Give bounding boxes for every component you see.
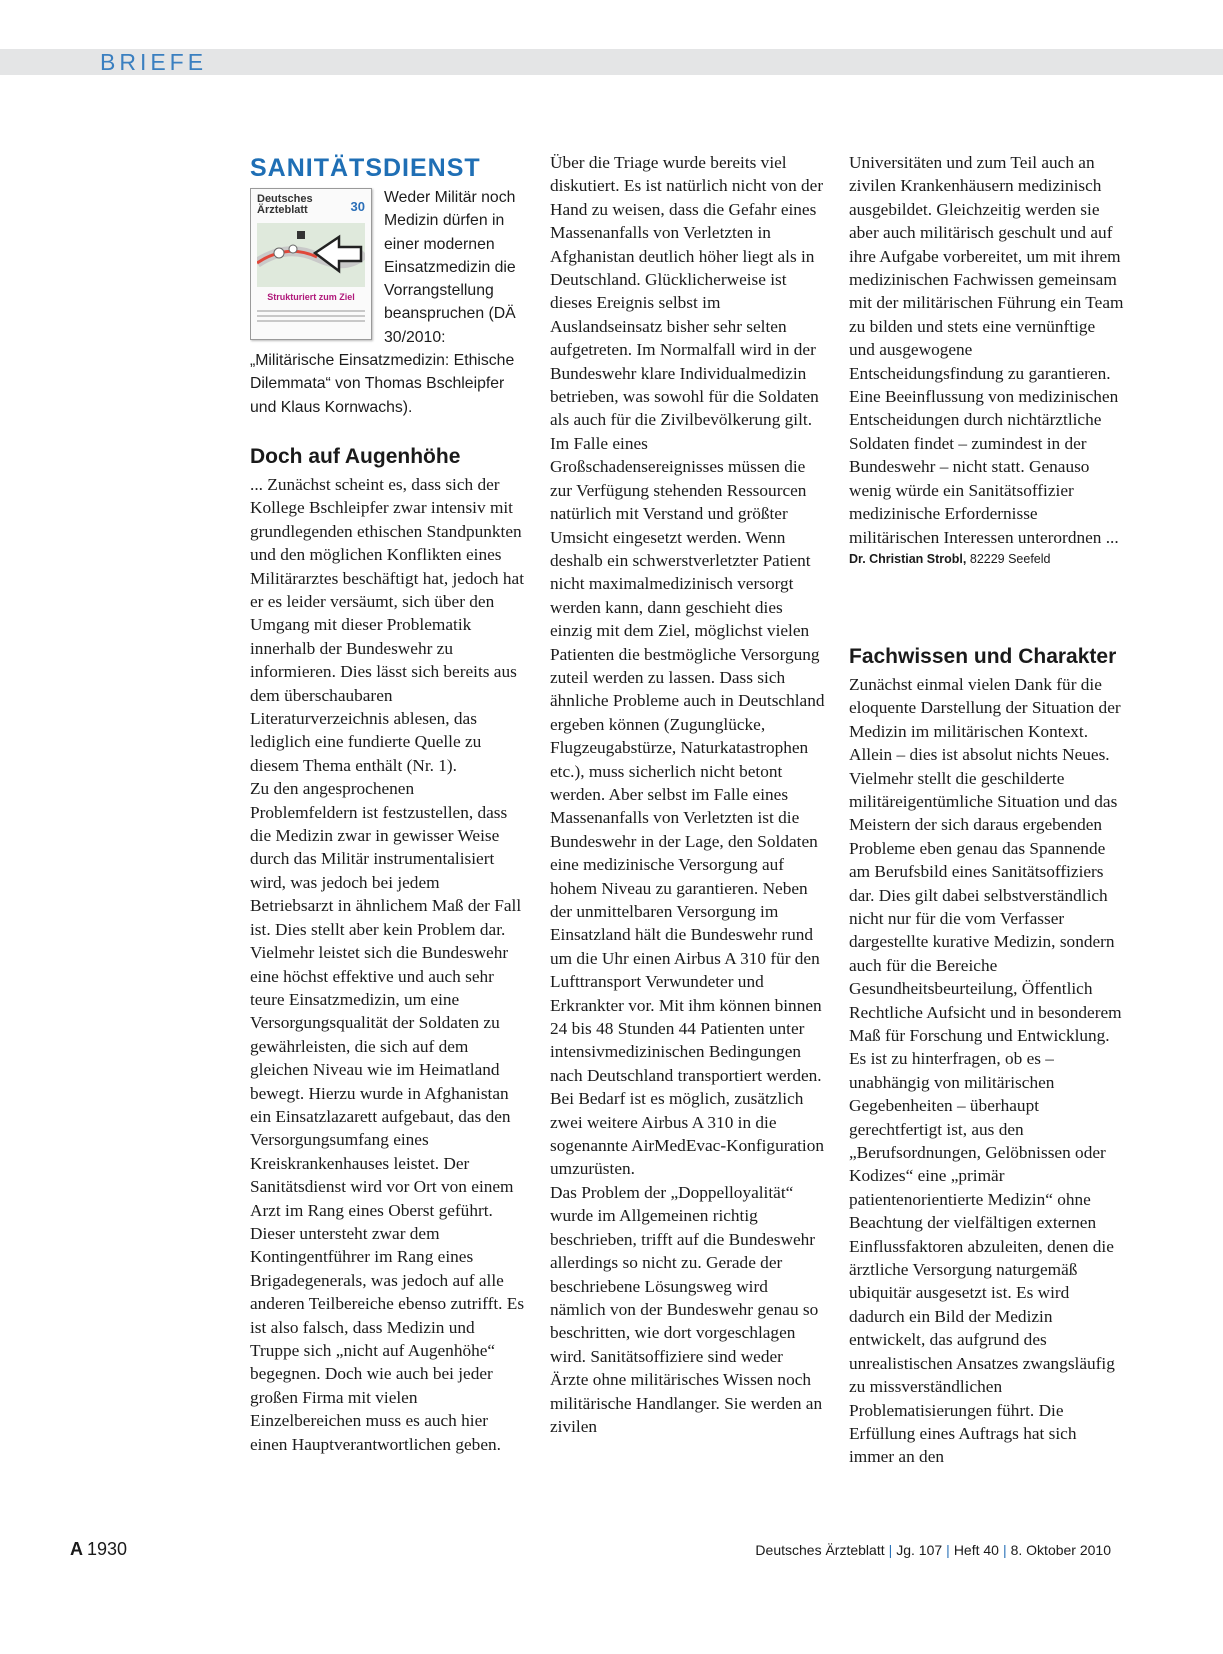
cover-arrow-illustration [257,223,365,287]
journal-volume: Jg. 107 [896,1542,943,1558]
cover-issue-number: 30 [350,199,365,214]
letter-paragraph: Das Problem der „Doppelloyalität“ wurde im Allgemeinen richtig beschrieben, trifft auf die Bundeswehr allerdings so nicht zu. Gerade der beschriebene Lösungsweg wird nämlich von der Bundeswehr genau so beschritten, wie dort vorgeschlagen wird. Sanitätsoffiziere sind weder Ärzte ohne militärisches Wissen noch militärische Handlanger. Sie werden an zivilen [550,1182,823,1436]
column-3 [849,151,1124,1469]
separator: | [888,1542,893,1558]
author-signature [849,549,1124,569]
letter-headline-2: Fachwissen und Charakter [849,644,1117,668]
teaser-block [250,186,525,419]
journal-cover-thumbnail [250,188,372,340]
page-number [70,1539,127,1560]
page-number-value: 1930 [87,1539,128,1559]
page-prefix: A [70,1539,83,1559]
letter-headline-1: Doch auf Augenhöhe [250,444,461,468]
cover-subtitle: Strukturiert zum Ziel [267,292,355,302]
letter-paragraph: ... Zunächst scheint es, dass sich der Kollege Bschleipfer zwar intensiv mit grundlegenden ethischen Standpunkten und den möglichen Konflikten eines Militärarztes beschäftigt hat, jedoch hat er es leider versäumt, sich über den Umgang mit dieser Problematik innerhalb der Bundeswehr zu informieren. Dies lässt sich bereits aus dem überschaubaren Literaturverzeichnis ablesen, das lediglich eine fundierte Quelle zu diesem Thema enthält (Nr. 1). [250,474,524,775]
cover-text-lines [257,307,365,325]
rubric-title: SANITÄTSDIENST [250,154,481,182]
journal-name: Deutsches Ärzteblatt [755,1542,885,1558]
column-1 [250,154,525,1456]
letter-paragraph: Universitäten und zum Teil auch an zivilen Krankenhäusern medizinisch ausgebildet. Gleichzeitig werden sie aber auch militärisch geschult und auf ihre Aufgabe vorbereitet, um mit ihrem medizinischen Fachwissen gemeinsam mit der militärischen Führung ein Team zu bilden und stets eine vernünftige und ausgewogene Entscheidungsfindung zu garantieren. Eine Beeinflussung von medizinischen Entscheidungen durch nichtärztliche Soldaten findet – zumindest in der Bundeswehr – nicht statt. Genauso wenig würde ein Sanitätsoffizier medizinische Erfordernisse militärischen Interessen unterordnen ... [849,153,1124,547]
journal-issue: Heft 40 [953,1542,999,1558]
letter-paragraph: Es ist zu hinterfragen, ob es – unabhängig von militärischen Gegebenheiten – überhaupt gerechtfertigt ist, aus den „Berufsordnungen, Gelöbnissen oder Kodizes“ eine „primär patientenorientierte Medizin“ ohne Beachtung der vielfältigen externen Einflussfaktoren abzuleiten, denen die ärztliche Versorgung naturgemäß ubiquitär ausgesetzt ist. Es wird dadurch ein Bild der Medizin entwickelt, das aufgrund des unrealistischen Ansatzes zwangsläufig zu missverständlichen Problematisierungen führt. Die Erfüllung eines Auftrags hat sich immer an den [849,1049,1115,1467]
journal-date: 8. Oktober 2010 [1010,1542,1111,1558]
separator: | [946,1542,950,1558]
teaser-text: Weder Militär noch Medizin dürfen in einer modernen Einsatzmedizin die Vorrangstellung beanspruchen (DÄ 30/2010: „Militärische Einsatzmedizin: Ethische Dilemmata“ von Thomas Bschleipfer und Klaus Kornwachs). [250,189,516,416]
letter-paragraph: Über die Triage wurde bereits viel diskutiert. Es ist natürlich nicht von der Hand zu weisen, dass die Gefahr eines Massenanfalls von Verletzten in Afghanistan deutlich höher liegt als in Deutschland. Glücklicherweise ist dieses Ereignis selbst im Auslandseinsatz bisher sehr selten aufgetreten. Im Normalfall wird in der Bundeswehr klare Individualmedizin betrieben, was sowohl für die Soldaten als auch für die Zivilbevölkerung gilt. Im Falle eines Großschadensereignisses müssen die zur Verfügung stehenden Ressourcen natürlich mit Verstand und größter Umsicht eingesetzt werden. Wenn deshalb ein schwerstverletzter Patient nicht maximalmedizinisch versorgt werden kann, dann geschieht dies einzig mit dem Ziel, möglichst vielen Patienten die bestmögliche Versorgung zuteil werden zu lassen. Dass sich ähnliche Probleme auch in Deutschland ergeben können (Zugunglücke, Flugzeugabstürze, Naturkatastrophen etc.), muss sicherlich nicht betont werden. Aber selbst im Falle eines Massenanfalls von Verletzten ist die Bundeswehr in der Lage, den Soldaten eine medizinische Versorgung auf hohem Niveau zu garantieren. Neben der unmittelbaren Versorgung im Einsatzland hält die Bundeswehr rund um die Uhr einen Airbus A 310 für den Lufttransport Verwundeter und Erkrankter vor. Mit ihm können binnen 24 bis 48 Stunden 44 Patienten unter intensivmedizinischen Bedingungen nach Deutschland transportiert werden. Bei Bedarf ist es möglich, zusätzlich zwei weitere Airbus A 310 in die sogenannte AirMedEvac-Konfiguration umzurüsten. [550,153,825,1179]
journal-citation [755,1542,1111,1558]
separator: | [1002,1542,1007,1558]
section-label: BRIEFE [100,49,208,75]
cover-title: Deutsches Ärzteblatt [257,193,313,216]
column-2 [550,151,825,1438]
letter-paragraph: Vielmehr stellt die geschilderte militäreigentümliche Situation und das Meistern der sich daraus ergebenden Probleme eben genau das Spannende am Berufsbild eines Sanitätsoffiziers dar. Dies gilt dabei selbstverständlich nicht nur für die vom Verfasser dargestellte kurative Medizin, sondern auch für die Bereiche Gesundheitsbeurteilung, Öffentlich Rechtliche Aufsicht und in besonderem Maß für Forschung und Entwicklung. [849,768,1122,1045]
letter-paragraph: Zu den angesprochenen Problemfeldern ist festzustellen, dass die Medizin zwar in gewisser Weise durch das Militär instrumentalisiert wird, was jedoch bei jedem Betriebsarzt in ähnlichem Maß der Fall ist. Dies stellt aber kein Problem dar. Vielmehr leistet sich die Bundeswehr eine höchst effektive und auch sehr teure Einsatzmedizin, um eine Versorgungsqualität der Soldaten zu gewährleisten, die sich auf dem gleichen Niveau wie im Heimatland bewegt. Hierzu wurde in Afghanistan ein Einsatzlazarett aufgebaut, das den Versorgungsumfang eines Kreiskrankenhauses leistet. Der Sanitätsdienst wird vor Ort von einem Arzt im Rang eines Oberst geführt. Dieser untersteht zwar dem Kontingentführer im Rang eines Brigadegenerals, was jedoch auf alle anderen Teilbereiche ebenso zutrifft. Es ist also falsch, dass Medizin und Truppe sich „nicht auf Augenhöhe“ begegnen. Doch wie auch bei jeder großen Firma mit vielen Einzelbereichen muss es auch hier einen Hauptverantwortlichen geben. [250,779,525,1454]
letter-paragraph: Zunächst einmal vielen Dank für die eloquente Darstellung der Situation der Medizin im militärischen Kontext. Allein – dies ist absolut nichts Neues. [849,674,1121,765]
author-place: 82229 Seefeld [966,551,1051,566]
author-name: Dr. Christian Strobl, [849,551,967,566]
